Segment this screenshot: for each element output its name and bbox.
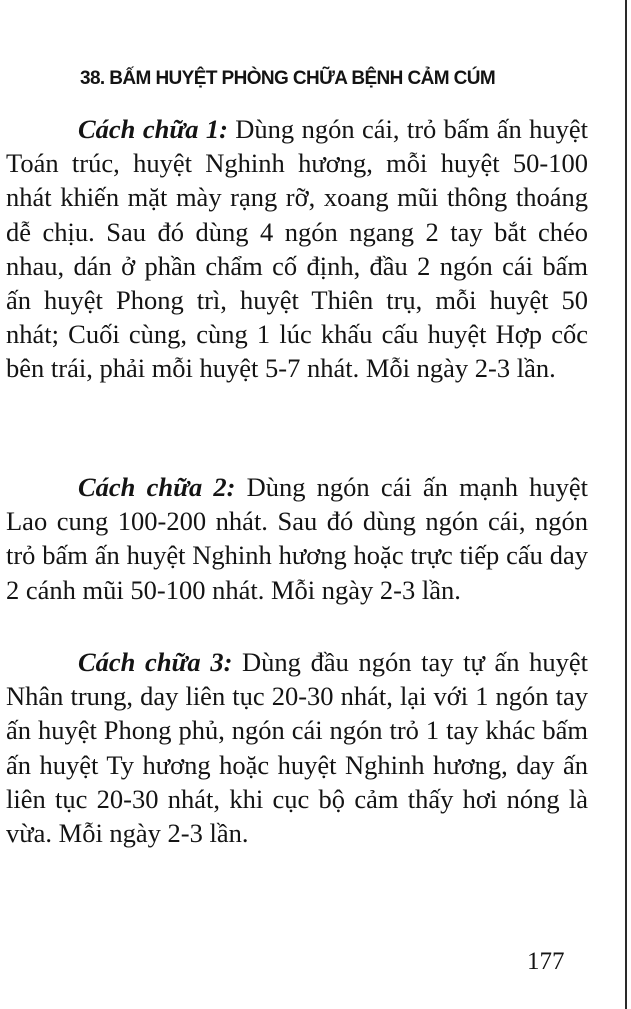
- treatment-text-2: Dùng ngón cái ấn mạnh huyệt Lao cung 100-200 nhát. Sau đó dùng ngón cái, ngón trỏ bấm ấn huyệt Nghinh hương hoặc trực tiếp cấu day 2 cánh mũi 50-100 nhát. Mỗi ngày 2-3 lần.: [6, 472, 588, 605]
- treatment-label-1: Cách chữa 1:: [78, 114, 228, 144]
- treatment-text-1: Dùng ngón cái, trỏ bấm ấn huyệt Toán trúc, huyệt Nghinh hương, mỗi huyệt 50-100 nhát khiến mặt mày rạng rỡ, xoang mũi thông thoáng dễ chịu. Sau đó dùng 4 ngón ngang 2 tay bắt chéo nhau, dán ở phần chẩm cố định, đầu 2 ngón cái bấm ấn huyệt Phong trì, huyệt Thiên trụ, mỗi huyệt 50 nhát; Cuối cùng, cùng 1 lúc khấu cấu huyệt Hợp cốc bên trái, phải mỗi huyệt 5-7 nhát. Mỗi ngày 2-3 lần.: [6, 114, 588, 384]
- page-edge-line: [625, 0, 627, 1009]
- treatment-text-3: Dùng đầu ngón tay tự ấn huyệt Nhân trung, day liên tục 20-30 nhát, lại với 1 ngón tay ấn huyệt Phong phủ, ngón cái ngón trỏ 1 tay khác bấm ấn huyệt Ty hương hoặc huyệt Nghinh hương, day ấn liên tục 20-30 nhát, khi cục bộ cảm thấy hơi nóng là vừa. Mỗi ngày 2-3 lần.: [6, 647, 588, 849]
- treatment-paragraph-3: [6, 645, 588, 850]
- treatment-paragraph-2: [6, 470, 588, 607]
- section-heading: 38. BẤM HUYỆT PHÒNG CHỮA BỆNH CẢM CÚM: [80, 68, 496, 89]
- treatment-label-2: Cách chữa 2:: [78, 472, 236, 502]
- treatment-paragraph-1: [6, 112, 588, 386]
- page-number: 177: [527, 948, 565, 975]
- treatment-label-3: Cách chữa 3:: [78, 647, 233, 677]
